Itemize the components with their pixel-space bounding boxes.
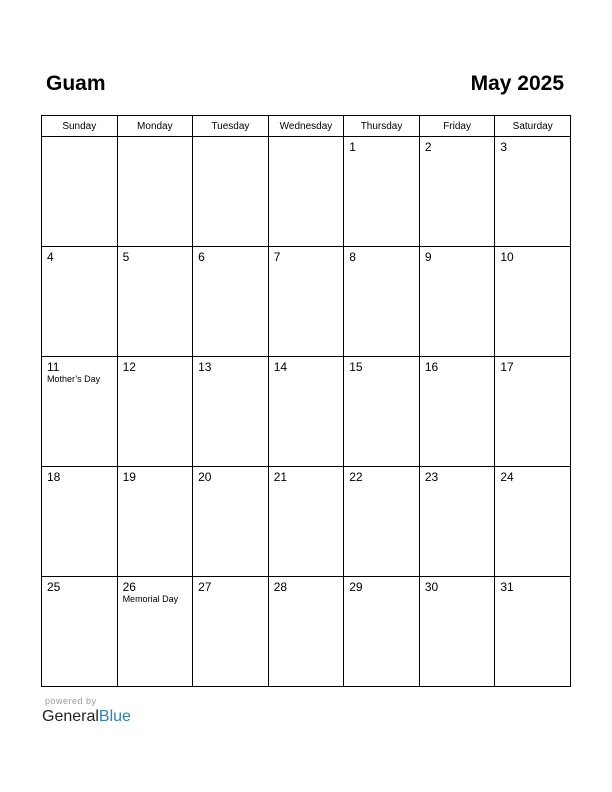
calendar-day-cell [344, 467, 420, 577]
day-number: 18 [47, 470, 61, 484]
calendar-day-cell [193, 137, 269, 247]
day-number: 7 [273, 250, 281, 264]
day-number [118, 137, 193, 140]
holiday-label: Memorial Day [122, 594, 179, 604]
calendar-day-cell [117, 467, 193, 577]
day-number: 20 [198, 470, 212, 484]
day-number: 24 [500, 470, 514, 484]
calendar-region-title: Guam [46, 72, 106, 95]
brand-name-part2: Blue [98, 708, 131, 725]
day-number: 2 [424, 140, 432, 154]
day-number: 25 [47, 580, 61, 594]
day-number: 26 [122, 580, 136, 594]
calendar-day-cell [344, 247, 420, 357]
calendar-day-cell [42, 357, 118, 467]
calendar-day-cell [268, 357, 344, 467]
weekday-header-monday: Monday [117, 116, 193, 137]
calendar-day-cell [268, 577, 344, 687]
calendar-day-cell [495, 137, 571, 247]
day-number: 5 [122, 250, 130, 264]
calendar-day-cell [495, 577, 571, 687]
day-number: 22 [349, 470, 363, 484]
day-number: 21 [273, 470, 288, 484]
day-number: 28 [273, 580, 288, 594]
weekday-header-row [42, 116, 571, 137]
day-number: 29 [349, 580, 363, 594]
calendar-day-cell [193, 247, 269, 357]
day-number: 17 [500, 360, 514, 374]
day-number: 31 [500, 580, 514, 594]
day-number: 19 [122, 470, 136, 484]
day-number: 13 [198, 360, 212, 374]
calendar-day-cell [117, 577, 193, 687]
day-number: 10 [500, 250, 514, 264]
day-number: 16 [424, 360, 439, 374]
weekday-header-tuesday: Tuesday [193, 116, 269, 137]
calendar-day-cell [495, 467, 571, 577]
day-number: 4 [47, 250, 54, 264]
day-number: 12 [122, 360, 136, 374]
calendar-day-cell [117, 247, 193, 357]
calendar-day-cell [344, 577, 420, 687]
calendar-day-cell [268, 137, 344, 247]
calendar-day-cell [117, 357, 193, 467]
day-number: 27 [198, 580, 212, 594]
day-number: 15 [349, 360, 363, 374]
calendar-week-row [42, 357, 571, 467]
calendar-grid [41, 115, 571, 687]
holiday-label: Mother’s Day [47, 374, 101, 384]
weekday-header-saturday: Saturday [495, 116, 571, 137]
calendar-day-cell [193, 357, 269, 467]
calendar-day-cell [42, 137, 118, 247]
calendar-day-cell [419, 357, 495, 467]
calendar-day-cell [42, 467, 118, 577]
day-number: 3 [500, 140, 508, 154]
calendar-week-row [42, 247, 571, 357]
day-number: 11 [47, 360, 60, 374]
calendar-month-title: May 2025 [470, 72, 564, 95]
day-number [42, 137, 117, 140]
calendar-day-cell [117, 137, 193, 247]
brand-name-part1: General [42, 708, 99, 725]
calendar-day-cell [42, 577, 118, 687]
generalblue-logo [42, 707, 131, 727]
day-number: 6 [198, 250, 205, 264]
calendar-day-cell [193, 467, 269, 577]
day-number: 23 [424, 470, 439, 484]
weekday-header-wednesday: Wednesday [268, 116, 344, 137]
calendar-day-cell [419, 467, 495, 577]
calendar-day-cell [193, 577, 269, 687]
day-number [193, 137, 268, 140]
powered-by-text: powered by [45, 696, 97, 706]
footer-branding [42, 696, 131, 727]
day-number: 1 [349, 140, 356, 154]
calendar-day-cell [419, 247, 495, 357]
calendar-day-cell [495, 247, 571, 357]
calendar-week-row [42, 137, 571, 247]
day-number: 9 [424, 250, 432, 264]
calendar-day-cell [419, 577, 495, 687]
calendar-day-cell [268, 467, 344, 577]
calendar-day-cell [42, 247, 118, 357]
calendar-day-cell [495, 357, 571, 467]
day-number: 14 [273, 360, 288, 374]
day-number [269, 137, 344, 140]
weekday-header-friday: Friday [419, 116, 495, 137]
calendar-day-cell [419, 137, 495, 247]
calendar-day-cell [344, 357, 420, 467]
calendar-day-cell [268, 247, 344, 357]
calendar-week-row [42, 467, 571, 577]
day-number: 30 [424, 580, 439, 594]
calendar-week-row [42, 577, 571, 687]
day-number: 8 [349, 250, 356, 264]
calendar-day-cell [344, 137, 420, 247]
weekday-header-sunday: Sunday [42, 116, 118, 137]
weekday-header-thursday: Thursday [344, 116, 420, 137]
